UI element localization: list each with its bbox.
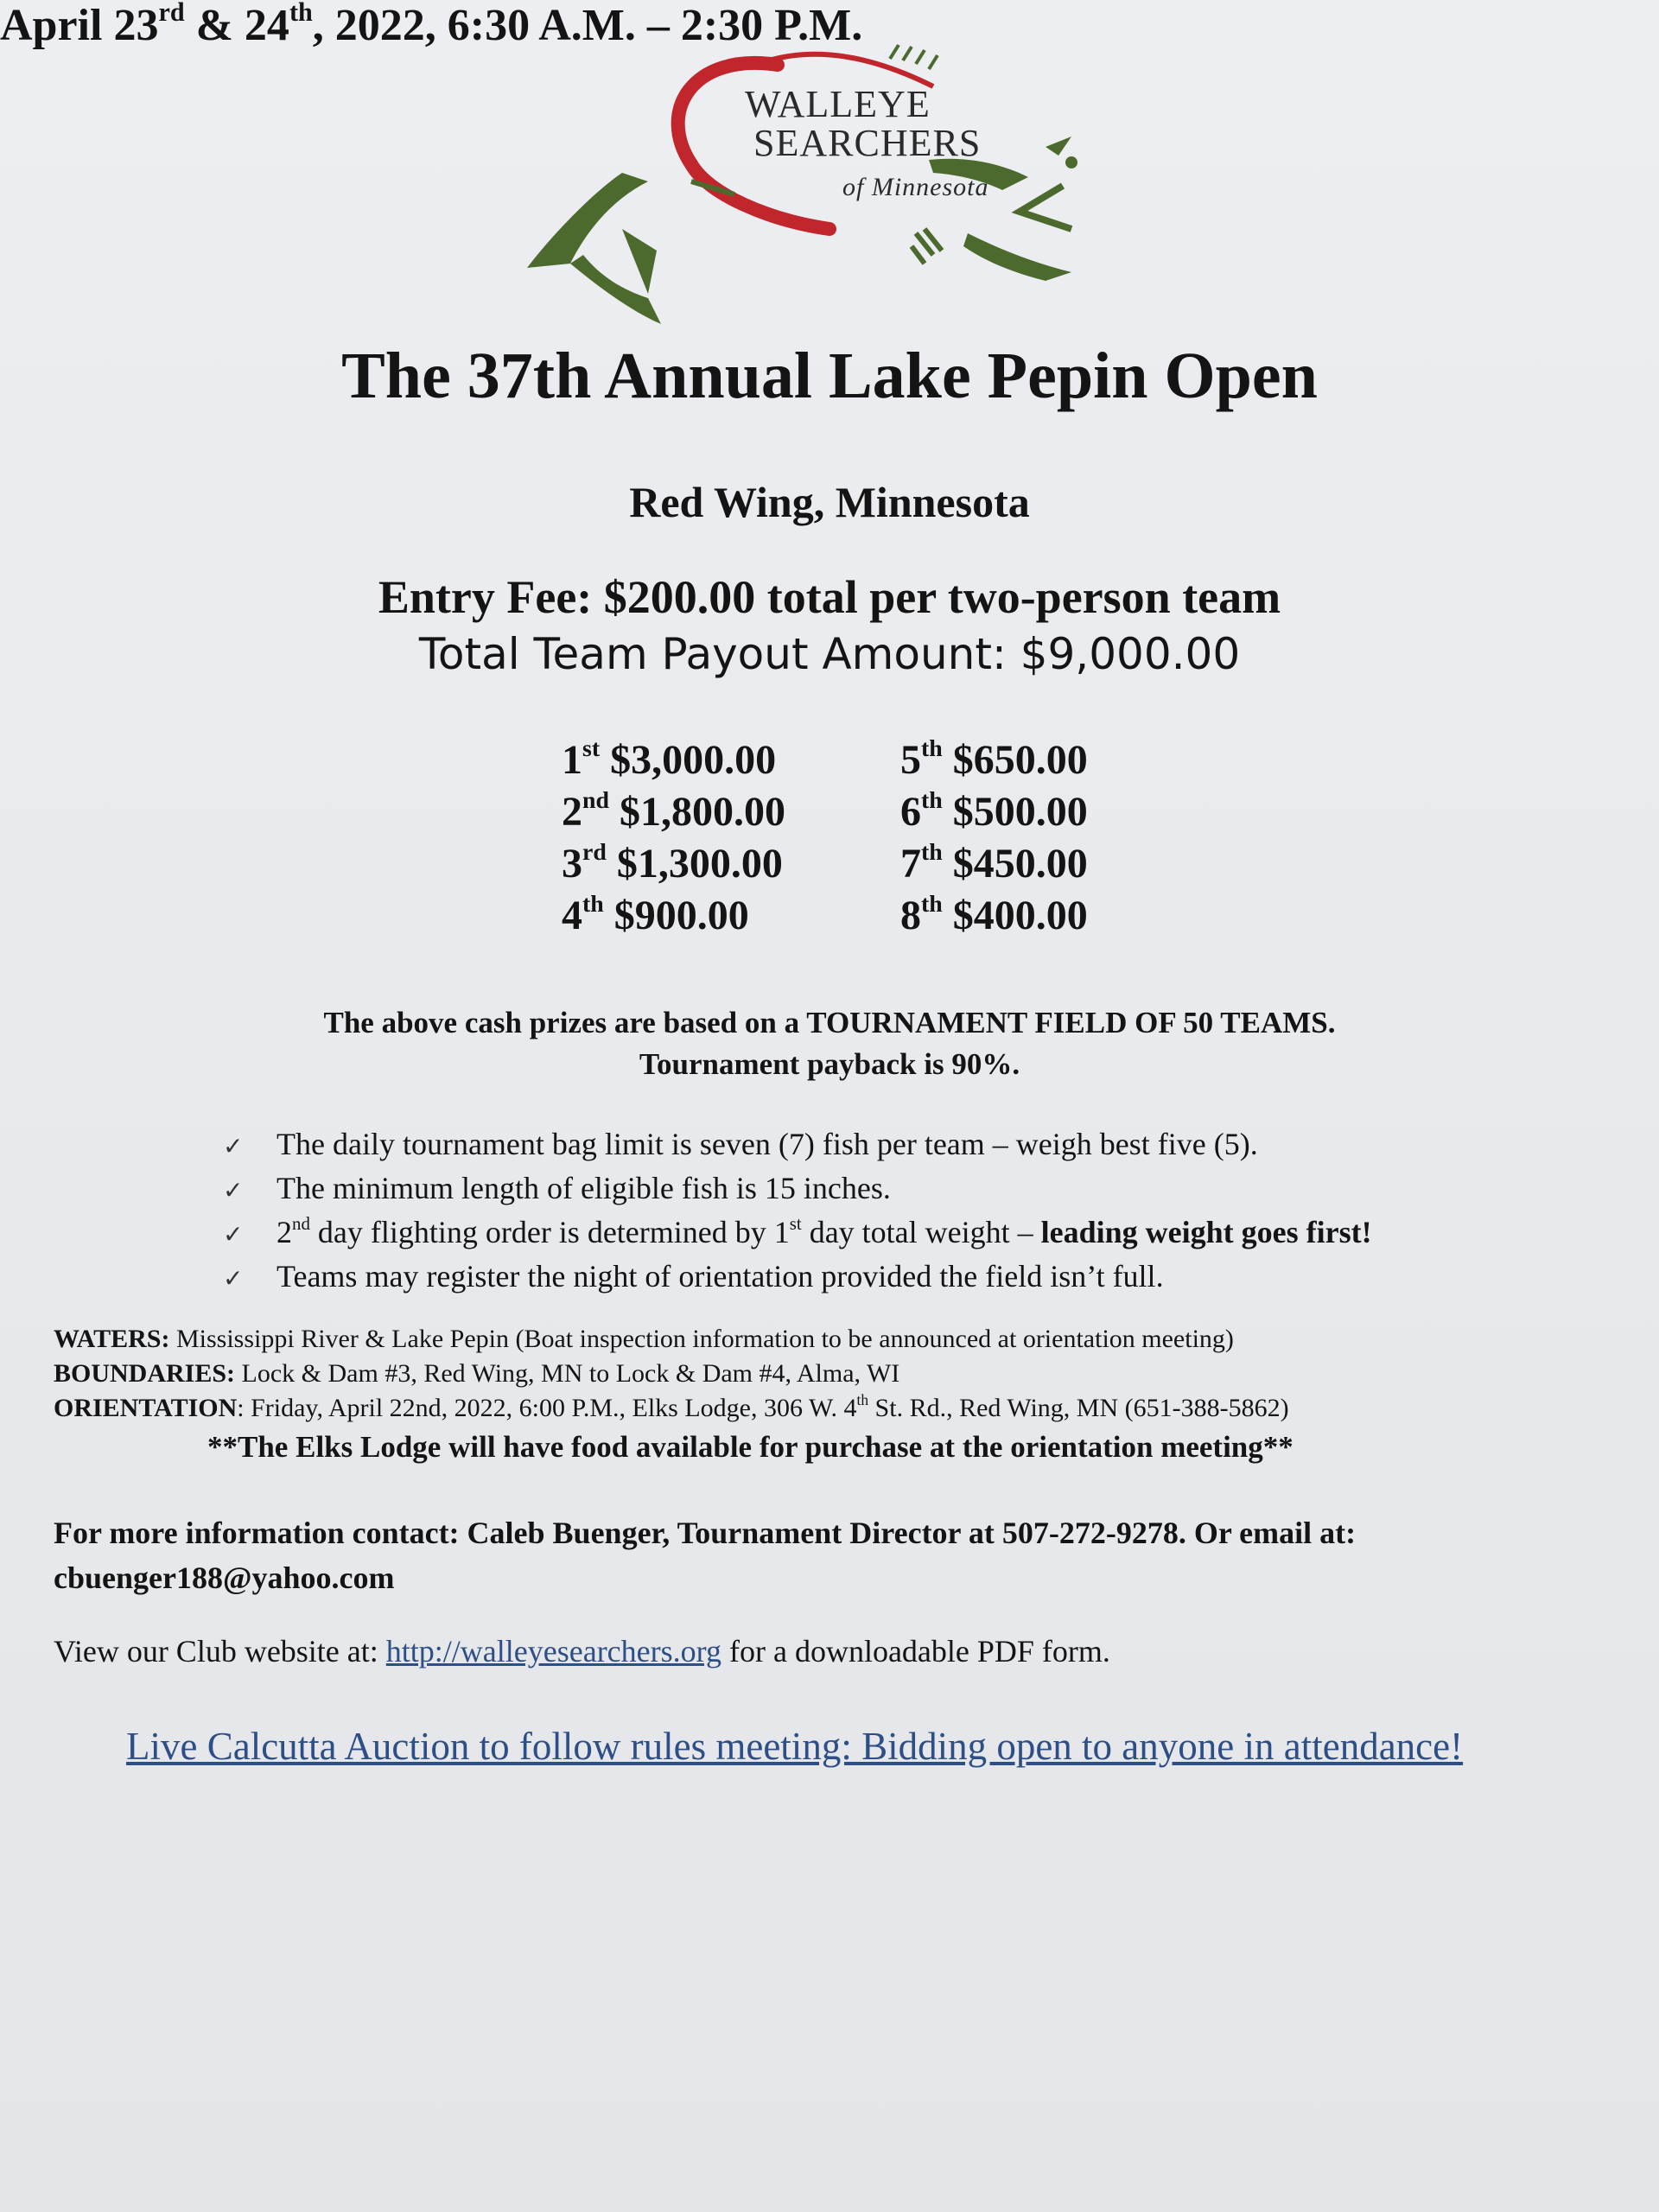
elks-lodge-note: **The Elks Lodge will have food available for purchase at the orientation meeting**	[207, 1430, 1294, 1464]
list-item: ✓ The daily tournament bag limit is seven (7) fish per team – weigh best five (5).	[223, 1123, 1372, 1167]
logo-text-walleye: WALLEYE	[745, 83, 931, 125]
calcutta-auction-link[interactable]: Live Calcutta Auction to follow rules meeting: Bidding open to anyone in attendance!	[126, 1725, 1464, 1768]
entry-fee: Entry Fee: $200.00 total per two-person team	[378, 571, 1281, 623]
list-item: ✓ Teams may register the night of orientation provided the field isn’t full.	[223, 1255, 1372, 1300]
walleye-fish-icon	[518, 35, 1149, 328]
event-location: Red Wing, Minnesota	[629, 478, 1030, 526]
checkmark-icon: ✓	[223, 1264, 244, 1293]
list-item: ✓ The minimum length of eligible fish is 15 inches.	[223, 1167, 1372, 1211]
total-payout: Total Team Payout Amount: $9,000.00	[418, 629, 1241, 679]
prize-1st: 1st $3,000.00	[562, 734, 777, 783]
field-note-line2: Tournament payback is 90%.	[639, 1047, 1020, 1081]
page-title: The 37th Annual Lake Pepin Open	[341, 340, 1318, 412]
prize-5th: 5th $650.00	[900, 734, 1088, 783]
logo-text-searchers: SEARCHERS	[753, 122, 982, 164]
dates-part2: & 24	[184, 1, 289, 50]
walleye-searchers-logo	[518, 35, 1149, 328]
event-info	[54, 1322, 1289, 1426]
prize-column-right	[900, 734, 1088, 942]
logo-text-of-minnesota: of Minnesota	[842, 173, 989, 201]
contact-info: For more information contact: Caleb Buenger, Tournament Director at 507-272-9278. Or email at: cbuenger188@yahoo.com	[54, 1516, 1357, 1595]
dates-sup1: rd	[158, 0, 185, 28]
prize-column-left	[562, 734, 785, 942]
list-item: ✓ 2nd day flighting order is determined by 1st day total weight – leading weight goes first!	[223, 1211, 1372, 1255]
field-note-line1: The above cash prizes are based on a TOURNAMENT FIELD OF 50 TEAMS.	[323, 1006, 1336, 1039]
website-link[interactable]: http://walleyesearchers.org	[385, 1634, 721, 1669]
website-line: View our Club website at: http://walleyesearchers.org for a downloadable PDF form.	[54, 1634, 1110, 1669]
prize-8th: 8th $400.00	[900, 890, 1088, 938]
waters-line: WATERS: Mississippi River & Lake Pepin (Boat inspection information to be announced at orientation meeting)	[54, 1325, 1234, 1353]
checkmark-icon: ✓	[223, 1176, 244, 1205]
checkmark-icon: ✓	[223, 1132, 244, 1160]
dates-part3: , 2022, 6:30 A.M. – 2:30 P.M.	[312, 1, 863, 50]
boundaries-line: BOUNDARIES: Lock & Dam #3, Red Wing, MN to Lock & Dam #4, Alma, WI	[54, 1359, 900, 1388]
prize-3rd: 3rd $1,300.00	[562, 838, 783, 887]
prize-6th: 6th $500.00	[900, 786, 1088, 835]
dates-part1: April 23	[0, 1, 159, 50]
prize-2nd: 2nd $1,800.00	[562, 786, 785, 835]
checkmark-icon: ✓	[223, 1220, 244, 1249]
dates-sup2: th	[289, 0, 313, 28]
prize-4th: 4th $900.00	[562, 890, 749, 938]
leading-weight-emphasis: leading weight goes first!	[1040, 1215, 1372, 1249]
rules-list	[223, 1123, 1372, 1300]
prize-7th: 7th $450.00	[900, 838, 1088, 887]
field-note	[0, 1002, 1659, 1085]
orientation-line: ORIENTATION: Friday, April 22nd, 2022, 6:00 P.M., Elks Lodge, 306 W. 4th St. Rd., Red Wing, MN (651-388-5862)	[54, 1391, 1289, 1422]
